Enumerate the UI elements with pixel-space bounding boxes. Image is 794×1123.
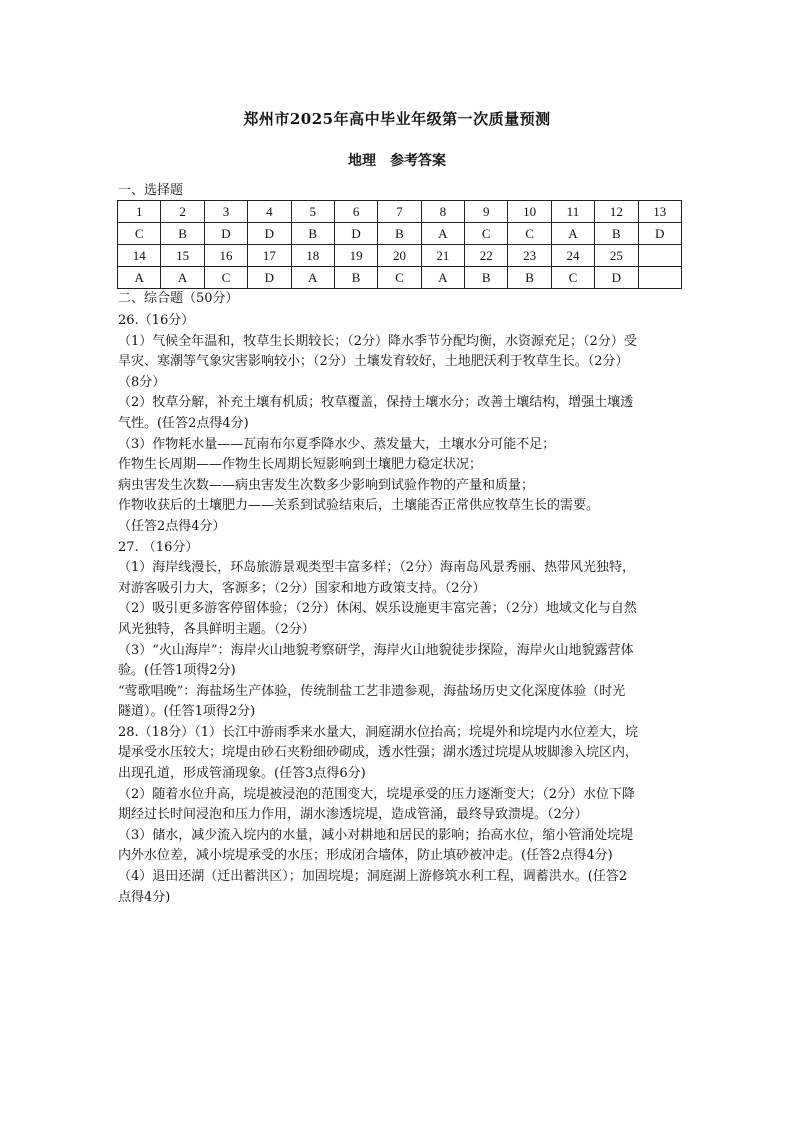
document-subtitle: 地理 参考答案 — [348, 153, 446, 169]
answer-line: （3）“火山海岸”：海岸火山地貌考察研学，海岸火山地貌徒步探险，海岸火山地貌露营体 — [118, 642, 634, 658]
answer-line: （2）随着水位升高，垸堤被浸泡的范围变大，垸堤承受的压力逐渐变大；（2分）水位下降 — [118, 786, 636, 802]
answer-cell: A — [161, 267, 204, 289]
answer-cell: B — [334, 267, 377, 289]
question-number-cell: 8 — [421, 201, 464, 223]
answer-cell: C — [551, 267, 594, 289]
question-number-cell: 10 — [508, 201, 551, 223]
question-number-cell: 7 — [378, 201, 421, 223]
question-number-cell: 12 — [595, 201, 638, 223]
question-number-cell: 19 — [334, 245, 377, 267]
question-number-cell: 22 — [465, 245, 508, 267]
answer-cell: D — [248, 267, 291, 289]
answer-line: 堤承受水压较大；垸堤由砂石夹粉细砂砌成，透水性强；湖水透过垸堤从坡脚渗入垸区内， — [118, 745, 639, 761]
answer-line: （8分） — [118, 374, 166, 390]
answer-line: 验。(任答1项得2分) — [118, 663, 236, 679]
answer-line: 期经过长时间浸泡和压力作用，湖水渗透垸堤，造成管涌，最终导致溃堤。（2分） — [118, 807, 588, 823]
answer-key-table — [117, 200, 682, 289]
answer-line: （2）吸引更多游客停留体验；（2分）休闲、娱乐设施更丰富完善；（2分）地域文化与自然 — [118, 601, 637, 617]
answer-cell: A — [551, 223, 594, 245]
answer-line: 27. （16分） — [118, 539, 199, 555]
question-number-cell: 13 — [638, 201, 682, 223]
question-number-cell: 2 — [161, 201, 204, 223]
answer-cell: A — [421, 267, 464, 289]
answer-cell: D — [638, 223, 682, 245]
question-number-cell: 17 — [248, 245, 291, 267]
question-number-cell: 11 — [551, 201, 594, 223]
answer-cell: D — [248, 223, 291, 245]
question-number-cell: 4 — [248, 201, 291, 223]
answer-line: （4）退田还湖（迁出蓄洪区）；加固垸堤；洞庭湖上游修筑水利工程，调蓄洪水。(任答2 — [118, 869, 628, 885]
question-number-cell: 15 — [161, 245, 204, 267]
answer-cell: B — [161, 223, 204, 245]
answer-cell: C — [118, 223, 161, 245]
answer-cell: C — [378, 267, 421, 289]
question-number-cell: 1 — [118, 201, 161, 223]
answer-line: “莺歌唱晚”：海盐场生产体验，传统制盐工艺非遗参观，海盐场历史文化深度体验（时光 — [118, 683, 626, 699]
question-number-cell: 16 — [204, 245, 247, 267]
document-title: 郑州市2025年高中毕业年级第一次质量预测 — [243, 110, 551, 128]
answer-cell: B — [595, 223, 638, 245]
answer-line: （任答2点得4分） — [118, 518, 226, 534]
answer-line: 作物收获后的土壤肥力——关系到试验结束后，土壤能否正常供应牧草生长的需要。 — [118, 498, 600, 514]
answer-line: 气性。(任答2点得4分) — [118, 415, 249, 431]
answer-line: 旱灾、寒潮等气象灾害影响较小；（2分）土壤发育较好，土地肥沃利于牧草生长。（2分） — [118, 354, 629, 370]
answer-cell: D — [204, 223, 247, 245]
answer-line: 28.（18分）（1）长江中游雨季来水量大，洞庭湖水位抬高；垸堤外和垸堤内水位差大，垸 — [118, 724, 638, 740]
answer-line: 作物生长周期——作物生长周期长短影响到土壤肥力稳定状况； — [118, 457, 483, 473]
question-number-cell: 20 — [378, 245, 421, 267]
question-number-cell: 25 — [595, 245, 638, 267]
question-number-cell: 18 — [291, 245, 334, 267]
answer-line: 点得4分) — [118, 889, 171, 905]
answer-line: （3）储水，减少流入垸内的水量，减小对耕地和居民的影响；抬高水位，缩小管涌处垸堤 — [118, 827, 634, 843]
answer-row — [118, 267, 682, 289]
answer-line: 对游客吸引力大，客源多；（2分）国家和地方政策支持。（2分） — [118, 580, 486, 596]
answer-line: 26.（16分） — [118, 313, 195, 328]
question-number-row — [118, 201, 682, 223]
answer-line: 内外水位差，减小垸堤承受的水压；形成闭合墙体，防止填砂被冲走。(任答2点得4分) — [118, 848, 613, 864]
comprehensive-answers — [118, 311, 684, 908]
question-number-cell: 5 — [291, 201, 334, 223]
answer-cell: D — [595, 267, 638, 289]
answer-cell: C — [465, 223, 508, 245]
answer-cell — [638, 267, 682, 289]
question-number-cell: 21 — [421, 245, 464, 267]
answer-cell: A — [291, 267, 334, 289]
section1-heading: 一、选择题 — [118, 183, 184, 198]
answer-cell: C — [204, 267, 247, 289]
question-number-cell: 23 — [508, 245, 551, 267]
answer-cell: B — [508, 267, 551, 289]
question-number-cell — [638, 245, 682, 267]
question-number-cell: 9 — [465, 201, 508, 223]
answer-line: 风光独特，各具鲜明主题。（2分） — [118, 621, 315, 637]
answer-line: 病虫害发生次数——病虫害发生次数多少影响到试验作物的产量和质量； — [118, 477, 535, 493]
answer-cell: B — [291, 223, 334, 245]
answer-cell: B — [378, 223, 421, 245]
answer-line: （1）气候全年温和，牧草生长期较长；（2分）降水季节分配均衡，水资源充足；（2分）受 — [118, 333, 637, 349]
answer-cell: A — [421, 223, 464, 245]
answer-line: （2）牧草分解，补充土壤有机质；牧草覆盖，保持土壤水分；改善土壤结构，增强土壤透 — [118, 395, 634, 411]
answer-row — [118, 223, 682, 245]
answer-line: 出现孔道，形成管涌现象。(任答3点得6分) — [118, 766, 366, 782]
answer-cell: A — [118, 267, 161, 289]
question-number-cell: 24 — [551, 245, 594, 267]
answer-line: （1）海岸线漫长，环岛旅游景观类型丰富多样；（2分）海南岛风景秀丽、热带风光独特， — [118, 560, 636, 576]
question-number-cell: 3 — [204, 201, 247, 223]
answer-cell: D — [334, 223, 377, 245]
answer-cell: C — [508, 223, 551, 245]
answer-line: （3）作物耗水量——瓦南布尔夏季降水少、蒸发量大，土壤水分可能不足； — [118, 436, 556, 452]
answer-line: 隧道）。(任答1项得2分) — [118, 704, 256, 720]
question-number-cell: 14 — [118, 245, 161, 267]
answer-cell: B — [465, 267, 508, 289]
question-number-row — [118, 245, 682, 267]
section2-heading: 二、综合题（50分） — [118, 291, 239, 306]
question-number-cell: 6 — [334, 201, 377, 223]
